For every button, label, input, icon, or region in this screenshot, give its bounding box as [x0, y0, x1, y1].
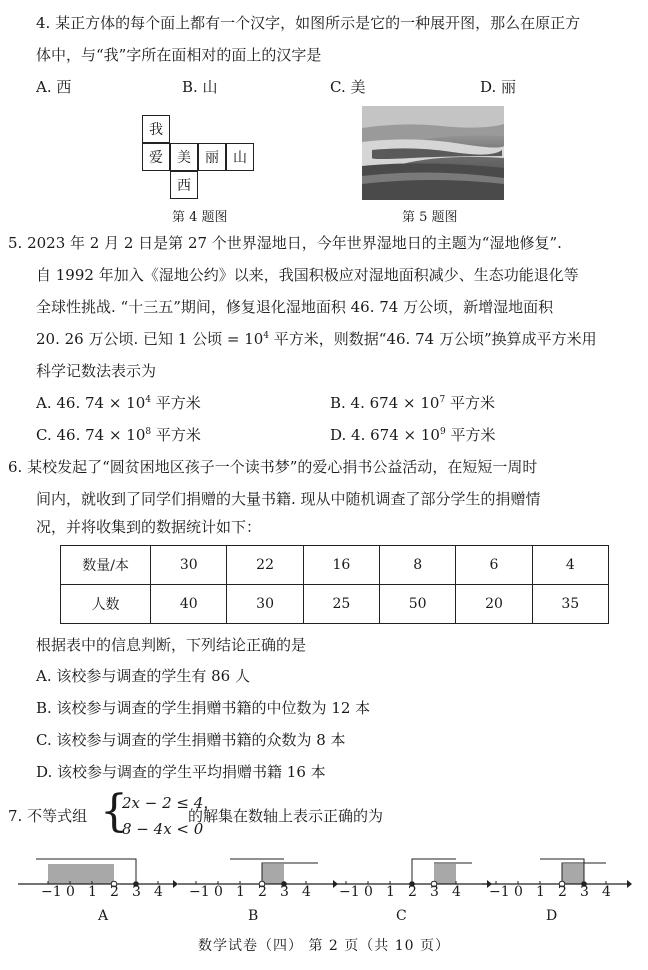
- q6-prompt: 根据表中的信息判断，下列结论正确的是: [36, 636, 307, 654]
- q5-option-b: B. 4. $674 \times 10^7$ 平方米: [330, 394, 495, 412]
- q5-option-d: D. 4. $674 \times 10^9$ 平方米: [330, 426, 496, 444]
- q6-option-b: B. 该校参与调查的学生捐赠书籍的中位数为 12 本: [36, 699, 371, 717]
- table-cell: 20: [456, 585, 532, 624]
- tick-label: 1: [536, 884, 545, 900]
- net-cell-li: 丽: [198, 143, 226, 171]
- wetland-photo: [362, 106, 504, 200]
- q7-post: 的解集在数轴上表示正确的为: [188, 807, 384, 825]
- tick-label: 0: [66, 884, 75, 900]
- table-cell: 8: [380, 546, 456, 585]
- table-header-cell: 人数: [61, 585, 151, 624]
- tick-label: 3: [280, 884, 289, 900]
- q6-option-d: D. 该校参与调查的学生平均捐赠书籍 16 本: [36, 763, 326, 781]
- tick-label: −1: [41, 884, 62, 900]
- q5-line4: 20. 26 万公顷. 已知 1 公顷 = $10^4$ 平方米，则数据“46. 74 万公顷”换算成平方米用: [36, 330, 597, 348]
- tick-label: 0: [364, 884, 373, 900]
- q7-label-a: A: [98, 908, 109, 924]
- table-cell: 6: [456, 546, 532, 585]
- tick-label: 0: [514, 884, 523, 900]
- table-header-cell: 数量/本: [61, 546, 151, 585]
- net-cell-mei: 美: [170, 143, 198, 171]
- tick-label: −1: [189, 884, 210, 900]
- tick-label: −1: [339, 884, 360, 900]
- q5-line5: 科学记数法表示为: [36, 362, 157, 380]
- q7-pre: 7. 不等式组: [8, 807, 88, 825]
- tick-label: 3: [430, 884, 439, 900]
- q4-option-b: B. 山: [182, 78, 218, 96]
- q4-option-d: D. 丽: [480, 78, 517, 96]
- number-line-b: [178, 848, 338, 914]
- shaded-region: [562, 864, 584, 884]
- table-cell: 40: [151, 585, 227, 624]
- table-cell: 50: [380, 585, 456, 624]
- tick-label: 4: [154, 884, 163, 900]
- donation-table: [60, 545, 609, 624]
- q4-figure-caption: 第 4 题图: [172, 210, 228, 225]
- shaded-region: [434, 864, 456, 884]
- q5-option-c: C. 46. $74 \times 10^8$ 平方米: [36, 426, 201, 444]
- tick-label: 2: [408, 884, 417, 900]
- tick-label: 3: [132, 884, 141, 900]
- table-cell: 30: [227, 585, 303, 624]
- shaded-region: [262, 864, 284, 884]
- table-row: [61, 585, 609, 624]
- tick-label: 1: [386, 884, 395, 900]
- number-line-d: [482, 848, 642, 914]
- q4-option-c: C. 美: [330, 78, 366, 96]
- tick-label: 2: [258, 884, 267, 900]
- q5-figure-caption: 第 5 题图: [402, 210, 458, 225]
- q5-option-a: A. 46. $74 \times 10^4$ 平方米: [36, 394, 201, 412]
- q4-stem-line2: 体中，与“我”字所在面相对的面上的汉字是: [36, 46, 322, 64]
- q6-line1: 6. 某校发起了“圆贫困地区孩子一个读书梦”的爱心捐书公益活动，在短短一周时: [8, 458, 538, 476]
- q7-label-b: B: [248, 908, 259, 924]
- q5-line3: 全球性挑战. “十三五”期间，修复退化湿地面积 46. 74 万公顷，新增湿地面积: [36, 298, 554, 316]
- tick-label: 4: [602, 884, 611, 900]
- q7-label-c: C: [396, 908, 407, 924]
- q7-inequality-1: 2x − 2 ≤ 4，: [122, 794, 219, 812]
- table-cell: 35: [532, 585, 608, 624]
- q7-brace: {: [100, 786, 128, 837]
- tick-label: 3: [580, 884, 589, 900]
- page-footer: 数学试卷（四） 第 2 页（共 10 页）: [198, 938, 450, 954]
- table-cell: 30: [151, 546, 227, 585]
- q4-option-a: A. 西: [36, 78, 72, 96]
- net-cell-xi: 西: [170, 171, 198, 199]
- q6-option-a: A. 该校参与调查的学生有 86 人: [36, 667, 250, 685]
- table-cell: 4: [532, 546, 608, 585]
- q6-line2: 间内，就收到了同学们捐赠的大量书籍. 现从中随机调查了部分学生的捐赠情: [36, 490, 541, 508]
- q5-line1: 5. 2023 年 2 月 2 日是第 27 个世界湿地日，今年世界湿地日的主题为“湿地修复”.: [8, 234, 562, 252]
- net-cell-shan: 山: [226, 143, 254, 171]
- table-cell: 16: [303, 546, 379, 585]
- q4-stem-line1: 4. 某正方体的每个面上都有一个汉字，如图所示是它的一种展开图，那么在原正方: [36, 14, 581, 32]
- shaded-region: [48, 864, 114, 884]
- tick-label: 2: [110, 884, 119, 900]
- wetland-photo-drawing: [362, 106, 504, 200]
- net-cell-wo: 我: [142, 115, 170, 143]
- number-line-a: [18, 848, 178, 914]
- tick-label: −1: [489, 884, 510, 900]
- table-row: [61, 546, 609, 585]
- tick-label: 0: [214, 884, 223, 900]
- q7-label-d: D: [546, 908, 558, 924]
- table-cell: 25: [303, 585, 379, 624]
- tick-label: 1: [88, 884, 97, 900]
- q6-line3: 况，并将收集到的数据统计如下：: [36, 518, 262, 536]
- q5-line2: 自 1992 年加入《湿地公约》以来，我国积极应对湿地面积减少、生态功能退化等: [36, 266, 579, 284]
- net-cell-ai: 爱: [142, 143, 170, 171]
- tick-label: 4: [302, 884, 311, 900]
- tick-label: 2: [558, 884, 567, 900]
- tick-label: 4: [452, 884, 461, 900]
- number-line-c: [332, 848, 492, 914]
- q7-inequality-2: 8 − 4x < 0: [122, 820, 204, 838]
- tick-label: 1: [236, 884, 245, 900]
- q6-option-c: C. 该校参与调查的学生捐赠书籍的众数为 8 本: [36, 731, 346, 749]
- table-cell: 22: [227, 546, 303, 585]
